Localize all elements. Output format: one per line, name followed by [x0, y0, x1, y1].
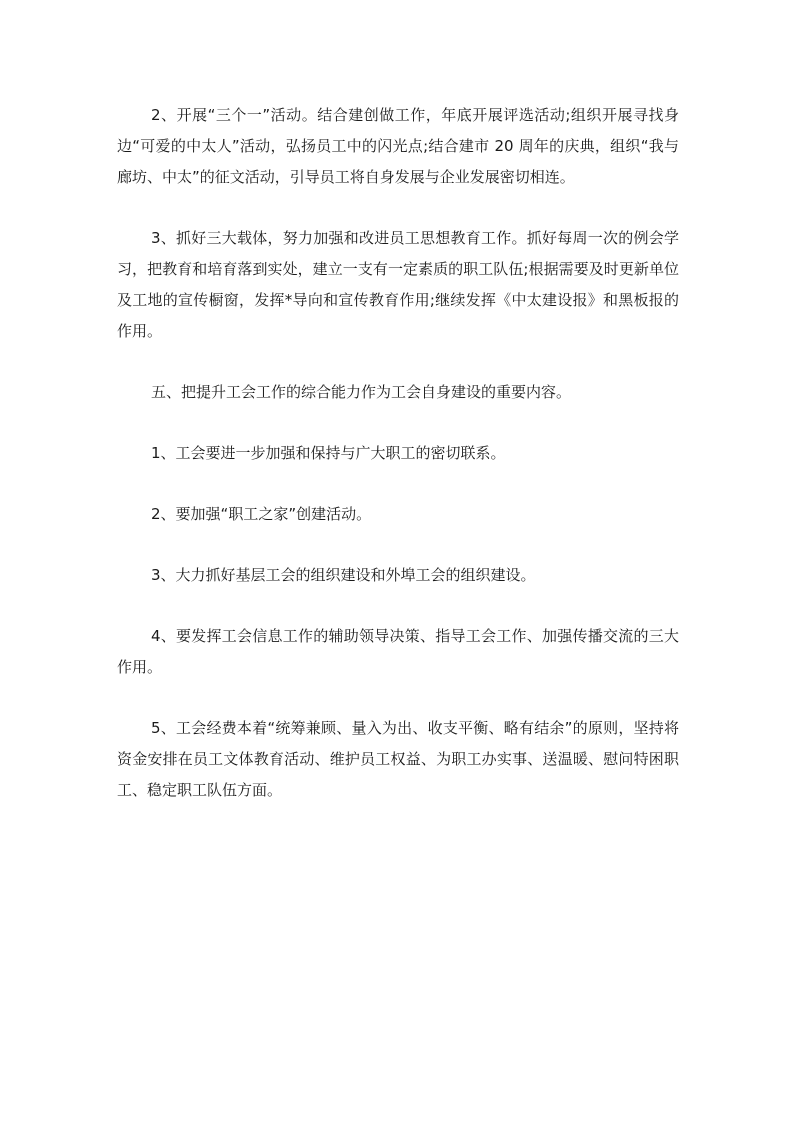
paragraph-item-1: 1、工会要进一步加强和保持与广大职工的密切联系。 — [151, 444, 506, 462]
document-body — [117, 100, 679, 806]
paragraph-item-4: 4、要发挥工会信息工作的辅助领导决策、指导工会工作、加强传播交流的三大作用。 — [117, 627, 679, 676]
paragraph-item-5: 5、工会经费本着“统筹兼顾、量入为出、收支平衡、略有结余”的原则，坚持将资金安排在员工文体教育活动、维护员工权益、为职工办实事、送温暖、慰问特困职工、稳定职工队伍方面。 — [117, 719, 679, 799]
paragraph-item-2: 2、要加强“职工之家”创建活动。 — [151, 505, 372, 523]
paragraph-three-carriers: 3、抓好三大载体，努力加强和改进员工思想教育工作。抓好每周一次的例会学习，把教育和培育落到实处，建立一支有一定素质的职工队伍;根据需要及时更新单位及工地的宣传橱窗，发挥*导向和宣传教育作用;继续发挥《中太建设报》和黑板报的作用。 — [117, 229, 679, 340]
paragraph-item-3: 3、大力抓好基层工会的组织建设和外埠工会的组织建设。 — [151, 566, 536, 584]
paragraph-activities: 2、开展“三个一”活动。结合建创做工作，年底开展评选活动;组织开展寻找身边“可爱的中太人”活动，弘扬员工中的闪光点;结合建市 20 周年的庆典，组织“我与廊坊、中太”的征文活动，引导员工将自身发展与企业发展密切相连。 — [117, 106, 679, 186]
section-heading-five: 五、把提升工会工作的综合能力作为工会自身建设的重要内容。 — [151, 383, 572, 401]
